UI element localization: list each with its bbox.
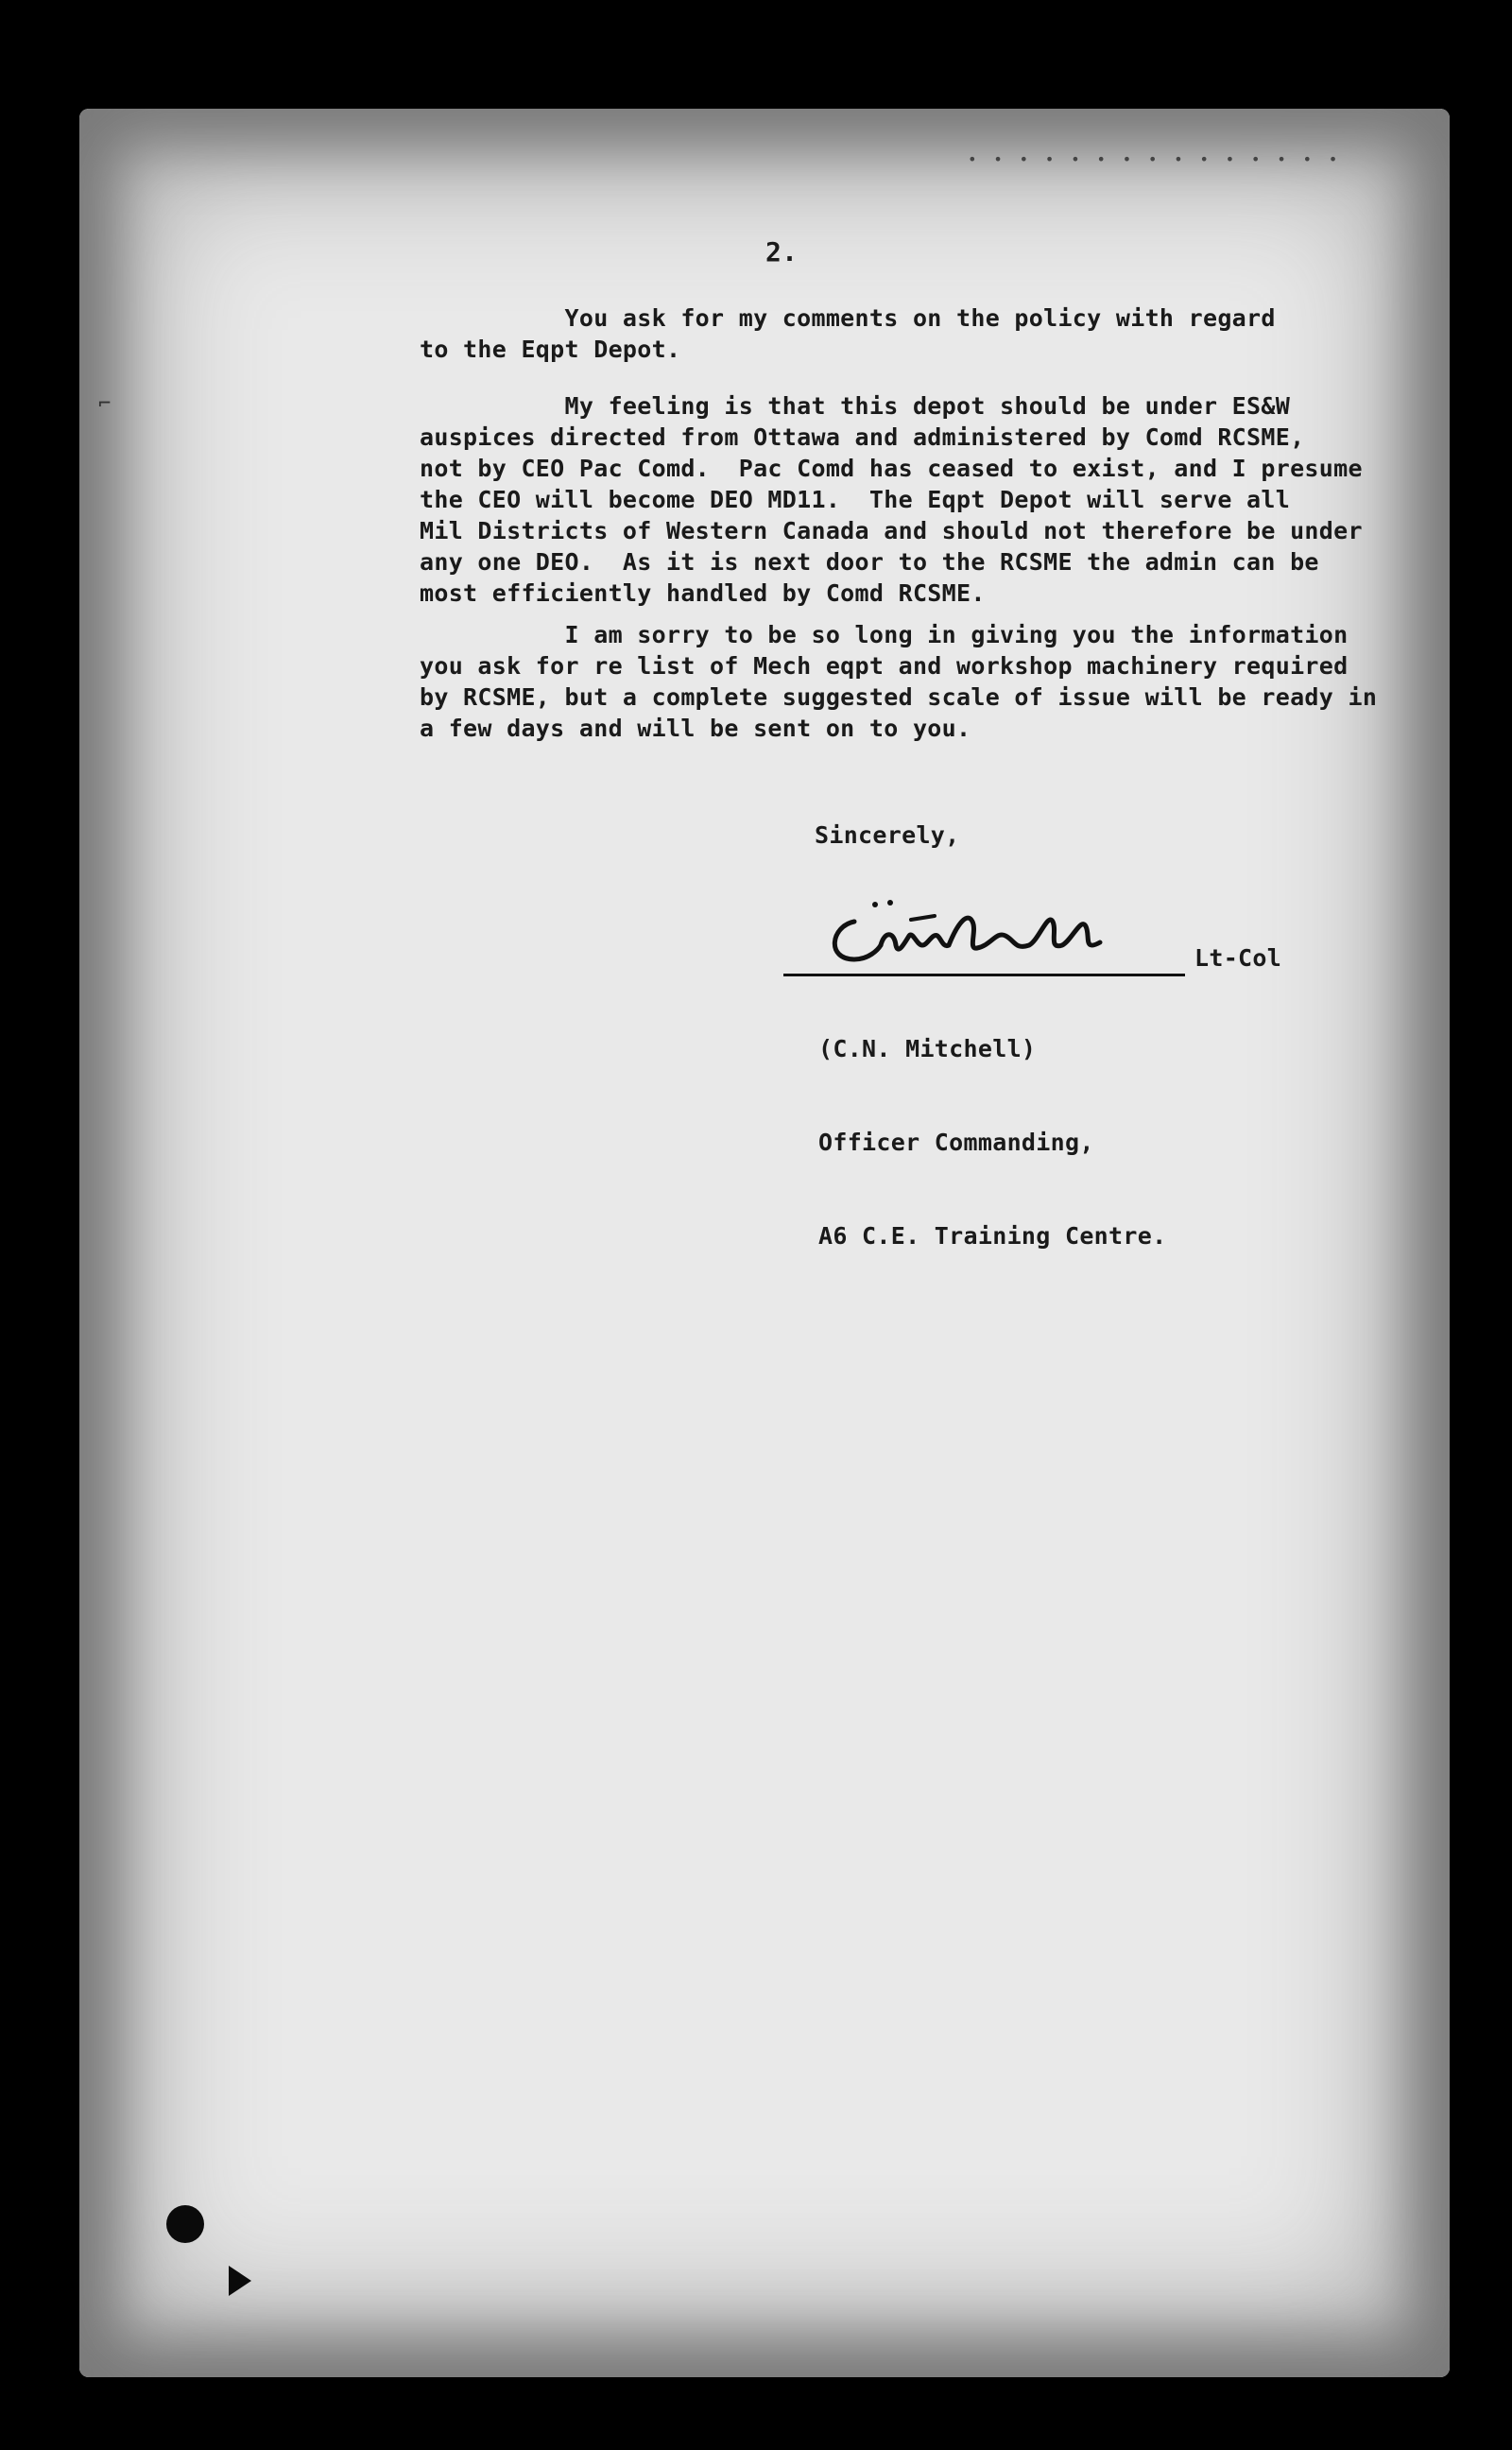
signer-name: (C.N. Mitchell) [818, 1035, 1037, 1062]
signer-block [818, 971, 1166, 1314]
scan-artifact-dots: • • • • • • • • • • • • • • • [968, 150, 1342, 168]
handwritten-signature [826, 893, 1204, 978]
margin-mark: ⌐ [98, 392, 112, 416]
scan-corner-mark [229, 2266, 251, 2296]
signer-unit: A6 C.E. Training Centre. [818, 1222, 1167, 1250]
signer-title: Officer Commanding, [818, 1129, 1094, 1156]
paragraph-2: My feeling is that this depot should be under ES&W auspices directed from Ottawa and administered by Comd RCSME, not by CEO Pac Comd. Pac Comd has ceased to exist, and I presume the CEO will become DEO MD11. The Eqpt Depot will serve all Mil Districts of Western Canada and should not therefore be under any one DEO. As it is next door to the RCSME the admin can be most efficiently handled by Comd RCSME. [420, 392, 1363, 607]
punch-hole-mark [166, 2205, 204, 2243]
paragraph-3: I am sorry to be so long in giving you the information you ask for re list of Mech eqpt and workshop machinery required by RCSME, but a complete suggested scale of issue will be ready in a few days and will be sent on to you. [420, 621, 1378, 742]
signature-rank: Lt-Col [1194, 944, 1282, 972]
document-page [79, 109, 1450, 2377]
page-number: 2. [765, 236, 799, 267]
paragraph-1: You ask for my comments on the policy with regard to the Eqpt Depot. [420, 304, 1276, 363]
closing-salutation: Sincerely, [815, 821, 960, 849]
